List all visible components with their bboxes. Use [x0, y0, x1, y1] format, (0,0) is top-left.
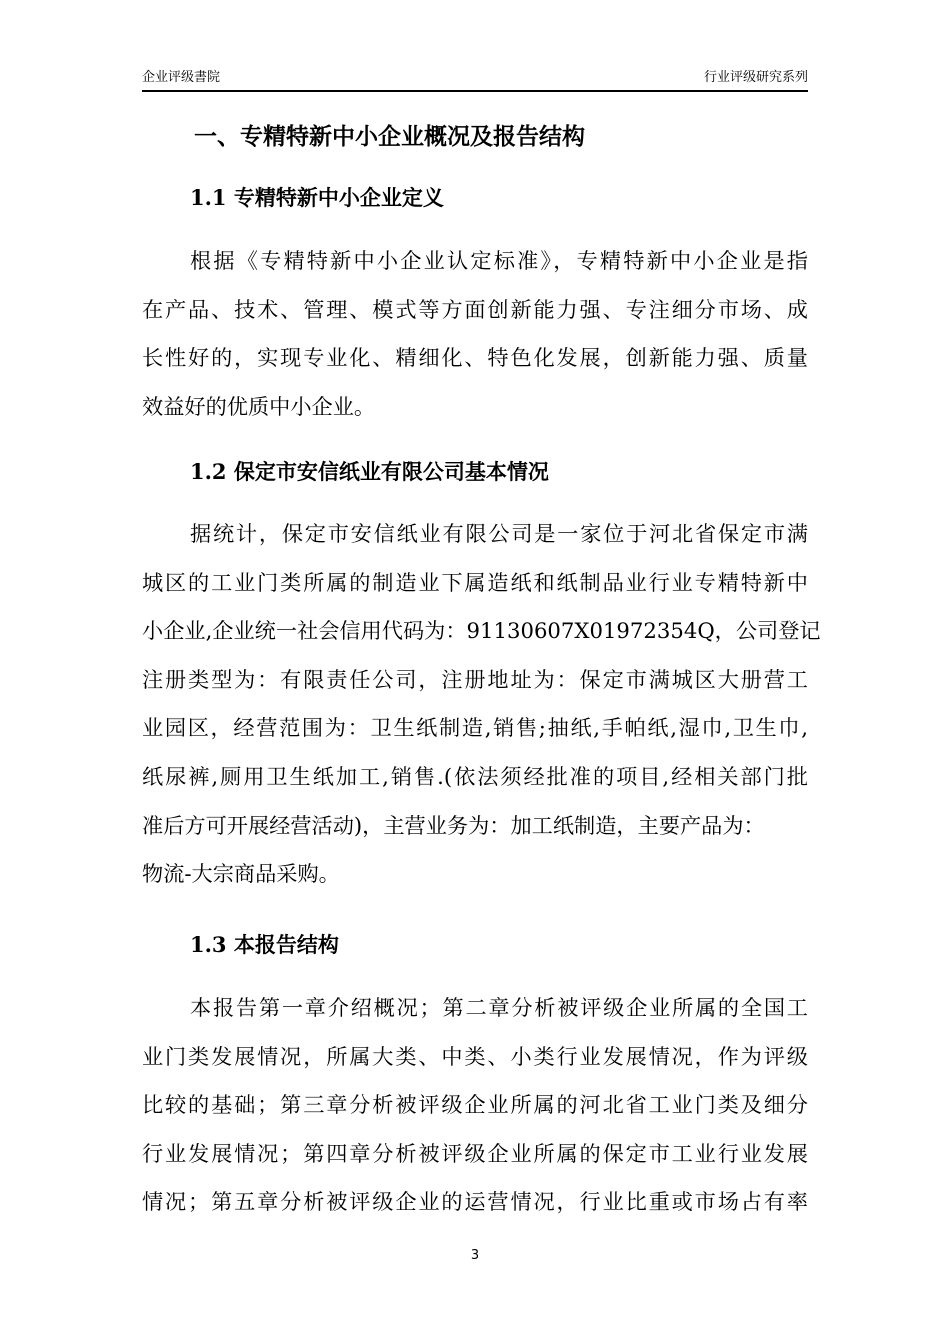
paragraph-line: 本报告第一章介绍概况；第二章分析被评级企业所属的全国工	[190, 995, 808, 1020]
section-paragraph-1-2	[142, 510, 821, 899]
section-paragraph-1-3	[142, 984, 808, 1227]
paragraph-line: 情况；第五章分析被评级企业的运营情况，行业比重或市场占有率	[142, 1189, 808, 1215]
page-header	[142, 68, 808, 92]
paragraph-line: 据统计，保定市安信纸业有限公司是一家位于河北省保定市满	[190, 521, 808, 546]
paragraph-line: 长性好的，实现专业化、精细化、特色化发展，创新能力强、质量	[142, 345, 808, 371]
paragraph-line: 城区的工业门类所属的制造业下属造纸和纸制品业行业专精特新中	[142, 569, 808, 595]
paragraph-line: 效益好的优质中小企业。	[142, 393, 376, 419]
paragraph-line: 准后方可开展经营活动)，主营业务为：加工纸制造，主要产品为：	[142, 812, 765, 838]
page-number: 3	[470, 1248, 480, 1263]
paragraph-line: 比较的基础；第三章分析被评级企业所属的河北省工业门类及细分	[142, 1092, 808, 1118]
paragraph-line: 纸尿裤,厕用卫生纸加工,销售.(依法须经批准的项目,经相关部门批	[142, 763, 808, 789]
paragraph-line: 业门类发展情况，所属大类、中类、小类行业发展情况，作为评级	[142, 1043, 808, 1069]
paragraph-line: 物流-大宗商品采购。	[142, 861, 340, 887]
header-right-text: 行业评级研究系列	[703, 70, 808, 85]
paragraph-line: 根据《专精特新中小企业认定标准》，专精特新中小企业是指	[190, 248, 808, 273]
section-paragraph-1-1	[142, 237, 808, 431]
paragraph-line: 行业发展情况；第四章分析被评级企业所属的保定市工业行业发展	[142, 1140, 808, 1166]
paragraph-line: 注册类型为：有限责任公司，注册地址为：保定市满城区大册营工	[142, 666, 808, 692]
paragraph-line: 小企业,企业统一社会信用代码为：91130607X01972354Q，公司登记	[142, 618, 821, 644]
paragraph-line: 在产品、技术、管理、模式等方面创新能力强、专注细分市场、成	[142, 296, 808, 322]
section-heading-1-2: 1.2 保定市安信纸业有限公司基本情况	[190, 459, 549, 484]
chapter-title: 一、专精特新中小企业概况及报告结构	[194, 124, 585, 150]
header-left-text: 企业评级書院	[142, 70, 221, 85]
paragraph-line: 业园区，经营范围为：卫生纸制造,销售;抽纸,手帕纸,湿巾,卫生巾,	[142, 715, 808, 741]
section-heading-1-1: 1.1 专精特新中小企业定义	[190, 185, 444, 210]
section-heading-1-3: 1.3 本报告结构	[190, 932, 339, 957]
